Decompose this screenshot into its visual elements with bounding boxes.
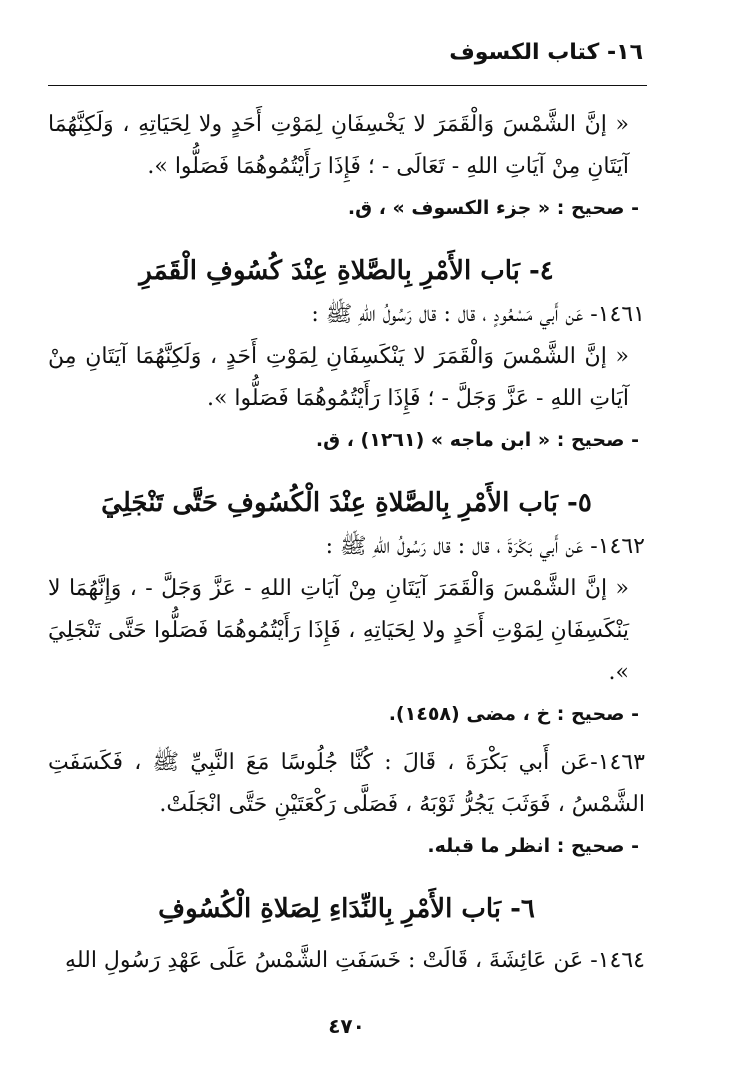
hadith-text-1463: ١٤٦٣-عَن أَبي بَكْرَةَ ، قَالَ : كُنَّا جُلُوسًا مَعَ النَّبِيِّ ﷺ ، فَكَسَفَتِ الشَّمْسُ ، فَوَثَبَ يَجُرُّ ثَوْبَهُ ، فَصَلَّى رَكْعَتَيْنِ حَتَّى انْجَلَتْ. bbox=[48, 750, 645, 817]
header-rule bbox=[48, 85, 647, 86]
page-number: ٤٧٠ bbox=[328, 1014, 365, 1038]
chapter-heading-4: ٤- بَاب الأَمْرِ بِالصَّلاةِ عِنْدَ كُسُوفِ الْقَمَرِ bbox=[139, 256, 554, 286]
hadith-text: « إنَّ الشَّمْسَ وَالْقَمَرَ لا يَخْسِفَانِ لِمَوْتِ أَحَدٍ ولا لِحَيَاتِهِ ، وَلَكِنَّهُمَا آيَتَانِ مِنْ آيَاتِ اللهِ - تَعَالَى - ؛ فَإِذَا رَأَيْتُمُوهُمَا فَصَلُّوا ». bbox=[48, 112, 629, 179]
hadith-text-1464: ١٤٦٤- عَن عَائِشَةَ ، قَالَتْ : خَسَفَتِ الشَّمْسُ عَلَى عَهْدِ رَسُولِ اللهِ bbox=[65, 948, 645, 973]
hadith-grading-1461: - صحيح : « ابن ماجه » (١٢٦١) ، ق. bbox=[315, 429, 639, 451]
chapter-heading-5: ٥- بَاب الأَمْرِ بِالصَّلاةِ عِنْدَ الْكُسُوفِ حَتَّى تَنْجَلِيَ bbox=[101, 488, 592, 518]
running-header-title: ١٦- كتاب الكسوف bbox=[449, 40, 643, 65]
hadith-text-1462: « إنَّ الشَّمْسَ وَالْقَمَرَ آيَتَانِ مِنْ آيَاتِ اللهِ - عَزَّ وَجَلَّ - ، وَإِنَّهُمَا لا يَنْكَسِفَانِ لِمَوْتِ أَحَدٍ ولا لِحَيَاتِهِ ، فَإِذَا رَأَيْتُمُوهُمَا فَصَلُّوا حَتَّى تَنْجَلِيَ ». bbox=[48, 576, 629, 685]
hadith-text-1461: « إنَّ الشَّمْسَ وَالْقَمَرَ لا يَنْكَسِفَانِ لِمَوْتِ أَحَدٍ ، وَلَكِنَّهُمَا آيَتَانِ مِنْ آيَاتِ اللهِ - عَزَّ وَجَلَّ - ؛ فَإِذَا رَأَيْتُمُوهُمَا فَصَلُّوا ». bbox=[48, 344, 629, 411]
hadith-isnad-1462: ١٤٦٢- عَن أَبي بَكْرَةَ ، قال : قال رَسُولُ اللهِ ﷺ : bbox=[325, 534, 645, 559]
hadith-grading: - صحيح : « جزء الكسوف » ، ق. bbox=[347, 197, 639, 219]
hadith-isnad-1461: ١٤٦١- عَن أَبي مَسْعُودٍ ، قال : قال رَسُولُ اللهِ ﷺ : bbox=[311, 302, 645, 327]
hadith-grading-1462: - صحيح : خ ، مضى (١٤٥٨). bbox=[388, 703, 639, 725]
hadith-grading-1463: - صحيح : انظر ما قبله. bbox=[427, 835, 639, 857]
page-content bbox=[48, 104, 645, 982]
chapter-heading-6: ٦- بَاب الأَمْرِ بِالنِّدَاءِ لِصَلاةِ الْكُسُوفِ bbox=[158, 894, 535, 924]
